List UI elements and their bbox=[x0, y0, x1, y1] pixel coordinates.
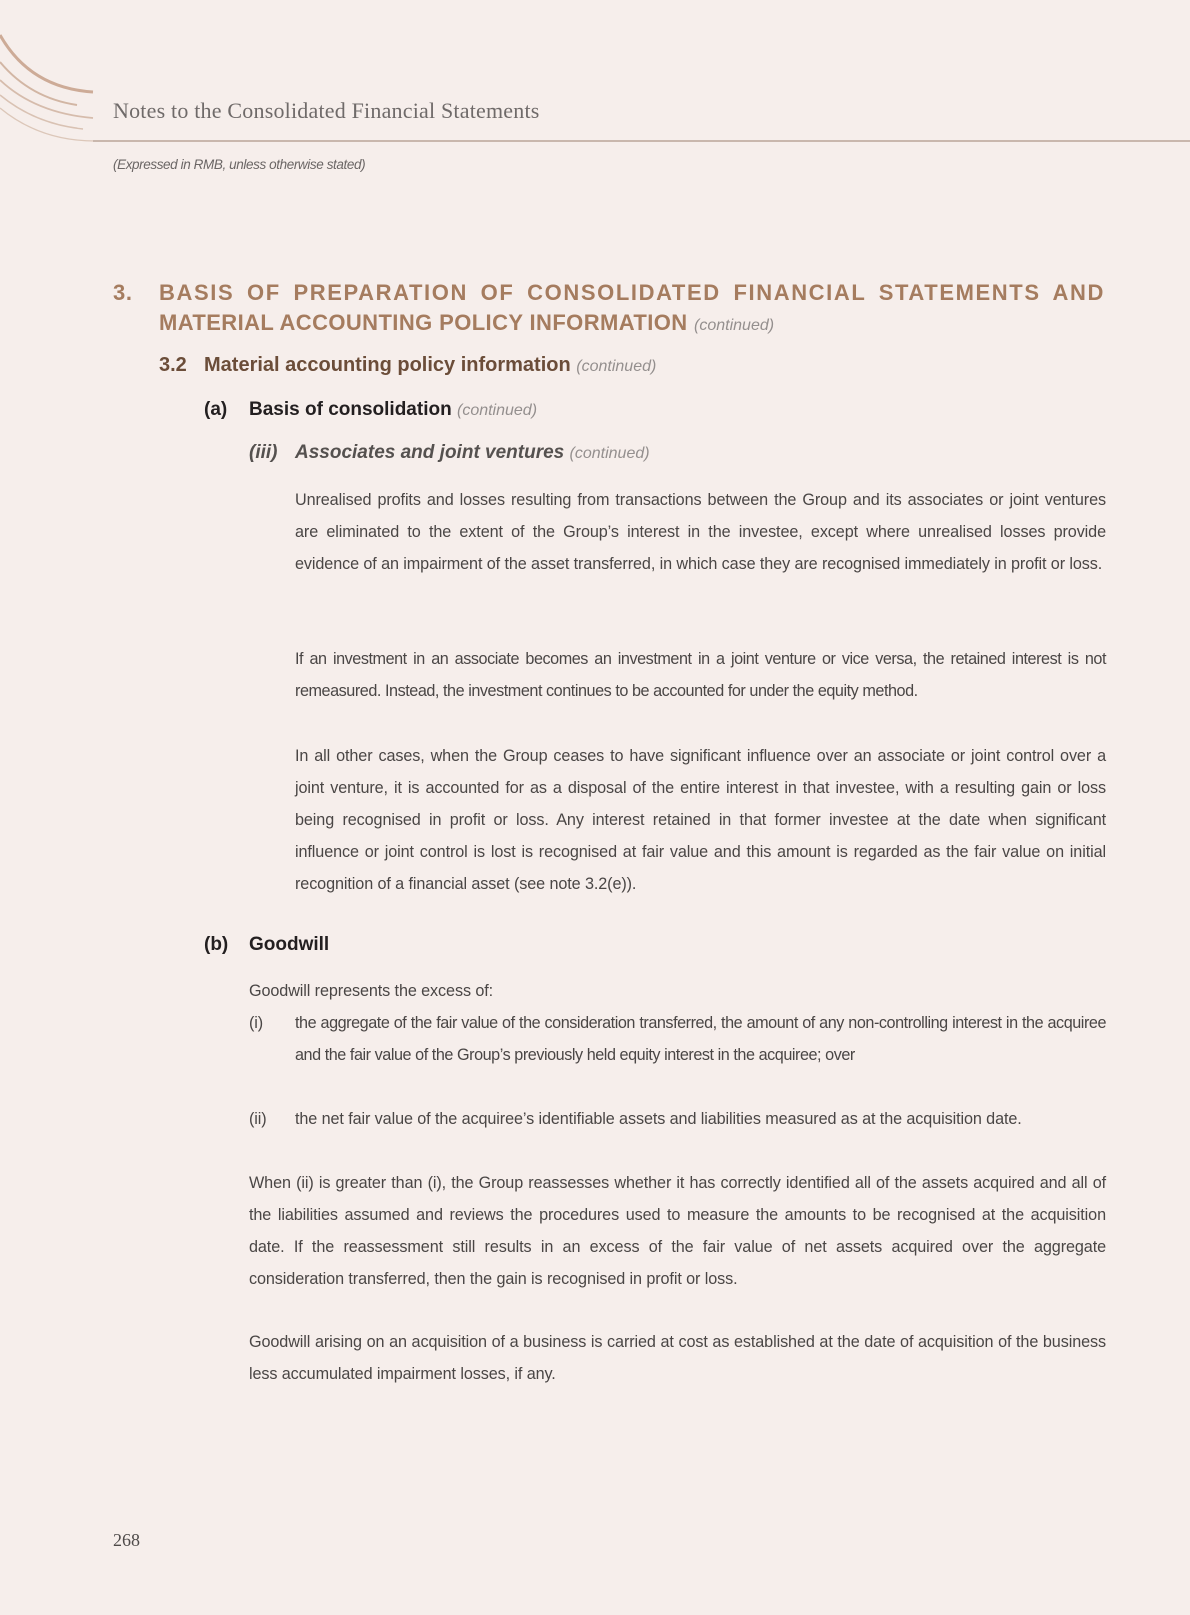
subsection-heading bbox=[159, 354, 656, 377]
paragraph-goodwill-measurement: Goodwill arising on an acquisition of a business is carried at cost as established at the date of acquisition of the business less accumulated impairment losses, if any. bbox=[249, 1333, 1106, 1383]
part-a-title: Basis of consolidation bbox=[249, 399, 452, 420]
part-b-title: Goodwill bbox=[249, 934, 330, 955]
currency-note: (Expressed in RMB, unless otherwise stated) bbox=[113, 157, 366, 172]
continued-label: (continued) bbox=[569, 445, 650, 462]
section-title-line-2-text: MATERIAL ACCOUNTING POLICY INFORMATION bbox=[159, 310, 688, 335]
part-a-label: (a) bbox=[204, 399, 228, 420]
continued-label: (continued) bbox=[694, 317, 775, 334]
continued-label: (continued) bbox=[576, 358, 657, 375]
paragraph-investment-reclassification: If an investment in an associate becomes an investment in a joint venture or vice versa, the retained interest is not remeasured. Instead, the investment continues to be accounted for under the equity method. bbox=[295, 650, 1106, 700]
part-a-iii-title: Associates and joint ventures bbox=[295, 442, 565, 463]
section-title-line-1: BASIS OF PREPARATION OF CONSOLIDATED FINANCIAL STATEMENTS AND bbox=[159, 280, 1105, 305]
section-title bbox=[159, 278, 1105, 341]
list-item-text: the net fair value of the acquiree’s identifiable assets and liabilities measured as at the acquisition date. bbox=[295, 1110, 1022, 1128]
part-b-heading bbox=[204, 934, 329, 956]
header-divider bbox=[93, 140, 1190, 142]
part-a-heading bbox=[204, 399, 537, 421]
paragraph-unrealised-profits: Unrealised profits and losses resulting from transactions between the Group and its associates or joint ventures are eliminated to the extent of the Group’s interest in the investee, except where unrealised losses provide evidence of an impairment of the asset transferred, in which case they are recognised immediately in profit or loss. bbox=[295, 491, 1106, 573]
paragraph-loss-of-influence: In all other cases, when the Group ceases to have significant influence over an associate or joint control over a joint venture, it is accounted for as a disposal of the entire interest in that investee, with a resulting gain or loss being recognised in profit or loss. Any interest retained in that former investee at the date when significant influence or joint control is lost is recognised at fair value and this amount is regarded as the fair value on initial recognition of a financial asset (see note 3.2(e)). bbox=[295, 747, 1106, 893]
list-item bbox=[249, 1103, 1106, 1135]
continued-label: (continued) bbox=[456, 402, 538, 419]
section-number: 3. bbox=[113, 280, 133, 305]
running-title: Notes to the Consolidated Financial Statements bbox=[113, 98, 540, 123]
part-a-iii-heading bbox=[249, 442, 650, 464]
paragraph-bargain-purchase: When (ii) is greater than (i), the Group reassesses whether it has correctly identified all of the assets acquired and all of the liabilities assumed and reviews the procedures used to measure the amounts to be recognised at the acquisition date. If the reassessment still results in an excess of the fair value of net assets acquired over the aggregate consideration transferred, then the gain is recognised in profit or loss. bbox=[249, 1174, 1106, 1288]
list-item bbox=[249, 1007, 1106, 1071]
part-b-label: (b) bbox=[204, 934, 229, 955]
list-item-marker: (ii) bbox=[249, 1110, 267, 1128]
decorative-arcs-icon bbox=[0, 0, 120, 150]
part-a-iii-label: (iii) bbox=[249, 442, 278, 463]
page-number: 268 bbox=[113, 1530, 140, 1550]
list-item-text: the aggregate of the fair value of the consideration transferred, the amount of any non-controlling interest in the acquiree and the fair value of the Group’s previously held equity interest in the acquiree; over bbox=[295, 1014, 1106, 1064]
list-item-marker: (i) bbox=[249, 1014, 264, 1032]
subsection-title: Material accounting policy information bbox=[204, 354, 571, 376]
section-title-line-2 bbox=[159, 308, 1105, 341]
subsection-number: 3.2 bbox=[159, 354, 187, 376]
goodwill-intro: Goodwill represents the excess of: bbox=[249, 982, 494, 1000]
